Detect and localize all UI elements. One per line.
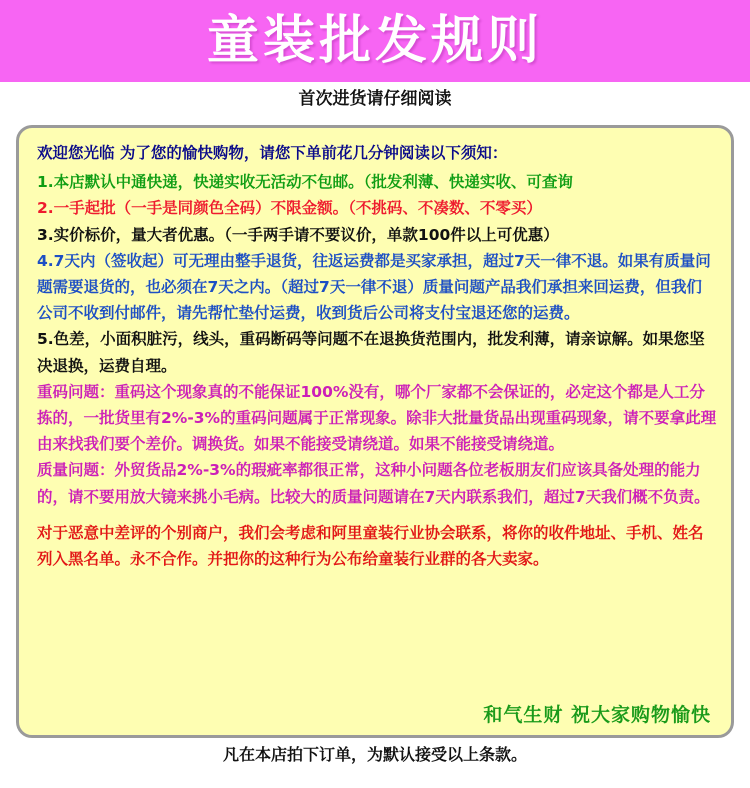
quality-label: 质量问题：: [37, 461, 115, 480]
duplicate-size-text: 重码这个现象真的不能保证100%没有，哪个厂家都不会保证的，必定这个都是人工分拣的，一批货里有2%-3%的重码问题属于正常现象。除非大批量货品出现重码现象，请不要拿此理由来找我们要个差价。调换货。如果不能接受请绕道。如果不能接受请绕道。: [37, 382, 717, 454]
duplicate-size-label: 重码问题：: [37, 382, 115, 401]
rule-5: 5.色差，小面积脏污，线头，重码断码等问题不在退换货范围内，批发利薄，请亲谅解。如果您坚决退换，运费自理。: [37, 330, 705, 375]
page-title: 童装批发规则: [206, 11, 543, 71]
rule-1: 1.本店默认中通快递，快递实收无活动不包邮。（批发利薄、快递实收、可查询: [37, 173, 573, 192]
rule-4: 4.7天内（签收起）可无理由整手退货，往返运费都是买家承担，超过7天一律不退。如果有质量问题需要退货的，也必须在7天之内。（超过7天一律不退）质量问题产品我们承担来回运费，但我们公司不收到付邮件，请先帮忙垫付运费，收到货后公司将支付宝退还您的运费。: [37, 251, 711, 323]
duplicate-size-note: [37, 379, 717, 458]
rule-2: 2.一手起批（一手是同颜色全码）不限金额。（不挑码、不凑数、不零买）: [37, 199, 542, 218]
notice-panel: [16, 125, 734, 738]
quality-text: 外贸货品2%-3%的瑕疵率都很正常，这种小问题各位老板朋友们应该具备处理的能力的，请不要用放大镜来挑小毛病。比较大的质量问题请在7天内联系我们，超过7天我们概不负责。: [37, 461, 710, 506]
quality-note: [37, 457, 717, 509]
title-banner: [0, 0, 750, 82]
blacklist-warning: 对于恶意中差评的个别商户，我们会考虑和阿里童装行业协会联系，将你的收件地址、手机、姓名列入黑名单。永不合作。并把你的这种行为公布给童装行业群的各大卖家。: [37, 523, 704, 568]
page-subtitle: 首次进货请仔细阅读: [298, 89, 452, 109]
slogan: 和气生财 祝大家购物愉快: [483, 704, 711, 726]
rule-3: 3.实价标价，量大者优惠。（一手两手请不要议价，单款100件以上可优惠）: [37, 225, 559, 244]
greeting-line: 欢迎您光临 为了您的愉快购物，请您下单前花几分钟阅读以下须知：: [37, 144, 508, 162]
terms-footer: 凡在本店拍下订单，为默认接受以上条款。: [222, 745, 527, 764]
notice-content: [37, 140, 717, 572]
